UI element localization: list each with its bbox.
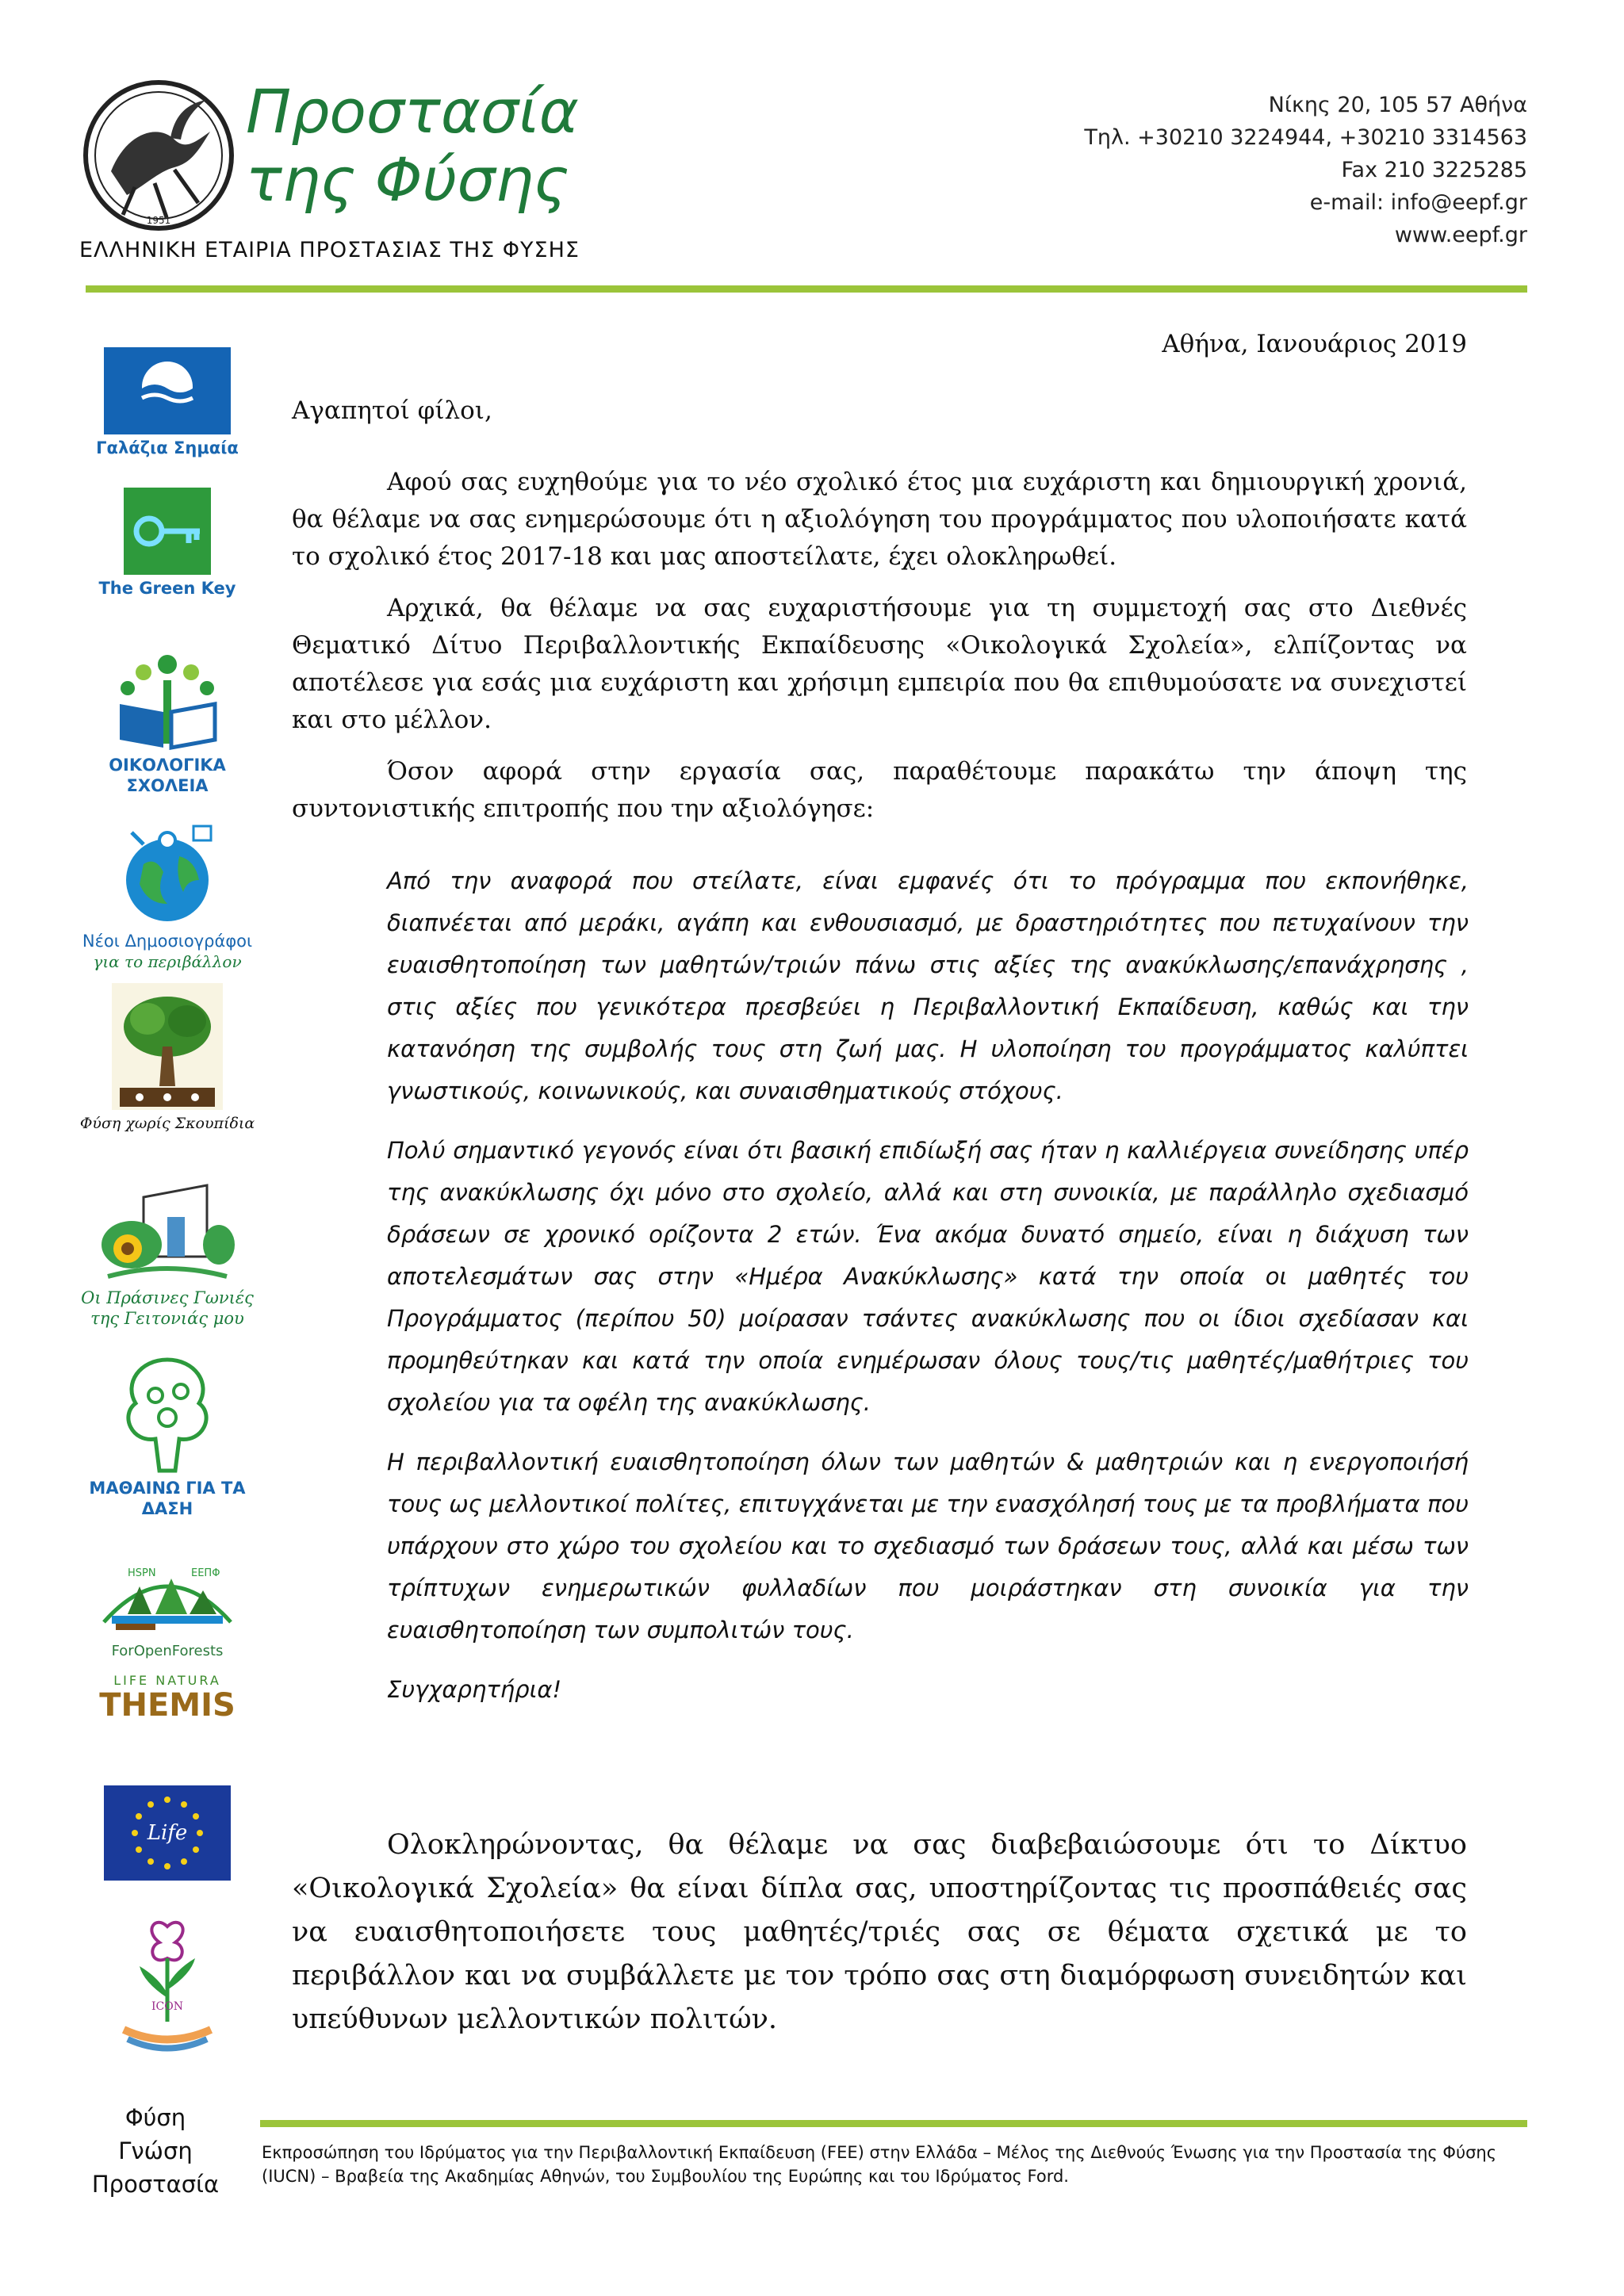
eepf-text: ΕΕΠΦ [191, 1567, 220, 1579]
org-name [246, 78, 579, 214]
org-name-line1: Προστασία [246, 76, 579, 147]
hspn-text: HSPN [128, 1567, 156, 1579]
young-reporters-logo [76, 817, 259, 972]
contact-address: Νίκης 20, 105 57 Αθήνα [1268, 93, 1527, 117]
org-full-name: ΕΛΛΗΝΙΚΗ ΕΤΑΙΡΙΑ ΠΡΟΣΤΑΣΙΑΣ ΤΗΣ ΦΥΣΗΣ [79, 238, 580, 262]
header-rule [86, 285, 1527, 293]
green-key-logo [76, 488, 259, 599]
contact-email[interactable]: e-mail: info@eepf.gr [1309, 190, 1527, 215]
tree-litter-icon [112, 983, 223, 1110]
contact-phone: Τηλ. +30210 3224944, +30210 3314563 [1084, 125, 1527, 150]
learn-forests-logo [76, 1348, 259, 1519]
letter-date: Αθήνα, Ιανουάριος 2019 [1162, 330, 1467, 358]
org-name-line2: της Φύσης [246, 144, 569, 215]
footer-motto [76, 2101, 235, 2201]
life-natura-text: LIFE NATURA [113, 1673, 221, 1688]
paragraph-thanks: Αρχικά, θα θέλαμε να σας ευχαριστήσουμε για τη συμμετοχή σας στο Διεθνές Θεματικό Δίτυο Περιβαλλοντικής Εκπαίδευσης «Οικολογικά Σχολεία», ελπίζοντας να αποτέλεσε για εσάς μια ευχάριστη και χρήσιμη εμπειρία που θα επιθυμούσατε να συνεχιστεί και στο μέλλον. [292, 594, 1467, 734]
themis-text: THEMIS [99, 1687, 236, 1724]
green-corners-label-2: της Γειτονιάς μου [90, 1309, 244, 1328]
learn-forests-label: ΜΑΘΑΙΝΩ ΓΙΑ ΤΑ ΔΑΣΗ [89, 1479, 246, 1518]
motto-nature: Φύση [124, 2104, 186, 2131]
evaluation-congrats: Συγχαρητήρια! [387, 1676, 562, 1703]
letter-closing [292, 1823, 1467, 2042]
themis-logo [76, 1673, 259, 1723]
contact-info [1084, 89, 1527, 251]
contact-fax: Fax 210 3225285 [1341, 158, 1527, 182]
motto-knowledge: Γνώση [118, 2137, 193, 2164]
house-flower-icon [100, 1165, 235, 1284]
org-logo [79, 76, 238, 238]
paragraph-intro: Αφού σας ευχηθούμε για το νέο σχολικό έτος μια ευχάριστη και δημιουργική χρονιά, θα θέλαμε να σας ενημερώσουμε ότι η αξιολόγηση του προγράμματος που υλοποιήσατε κατά το σχολικό έτος 2017-18 και μας αποστείλατε, έχει ολοκληρωθεί. [292, 468, 1467, 571]
contact-website[interactable]: www.eepf.gr [1394, 223, 1527, 247]
life-eu-logo [76, 1785, 259, 1884]
eco-schools-logo [76, 641, 259, 796]
footer-rule [260, 2120, 1527, 2127]
litter-less-label: Φύση χωρίς Σκουπίδια [79, 1115, 255, 1132]
evaluation-paragraph-3: Η περιβαλλοντική ευαισθητοποίηση όλων των μαθητών & μαθητριών και η ενεργοποιήσή τους ως μελλοντικοί πολίτες, επιτυγχάνεται με την ενασχόλησή τους με τα προβλήματα που υπάρχουν στο χώρο του σχολείου και το σχεδιασμό των δράσεων τους, αλλά και μέσω των τρίπτυχων ενημερωτικών φυλλαδίων που μοιράστηκαν στη συνοικία για την ευαισθητοποίηση των συμπολιτών τους. [387, 1448, 1469, 1644]
blue-flag-icon [104, 347, 231, 434]
for-open-forests-logo [76, 1559, 259, 1662]
green-corners-label-1: Οι Πράσινες Γωνιές [81, 1288, 254, 1307]
icon-logo [76, 1911, 259, 2057]
letter-greeting: Αγαπητοί φίλοι, [292, 396, 492, 425]
eco-schools-label: ΟΙΚΟΛΟΓΙΚΑ ΣΧΟΛΕΙΑ [109, 756, 226, 795]
footer-text: Εκπροσώπηση του Ιδρύματος για την Περιβαλλοντική Εκπαίδευση (FEE) στην Ελλάδα – Μέλος της Διεθνούς Ένωσης για την Προστασία της Φύσης (IUCN) – Βραβεία της Ακαδημίας Αθηνών, του Συμβουλίου της Ευρώπης και του Ιδρύματος Ford. [262, 2143, 1497, 2186]
evaluation-quote [387, 860, 1469, 1728]
young-reporters-label-2: για το περιβάλλον [93, 952, 242, 971]
life-text: Life [147, 1821, 188, 1845]
blue-flag-label: Γαλάζια Σημαία [96, 438, 239, 457]
globe-reporter-icon [108, 817, 227, 928]
litter-less-logo [76, 983, 259, 1134]
evaluation-paragraph-1: Από την αναφορά που στείλατε, είναι εμφανές ότι το πρόγραμμα που εκπονήθηκε, διαπνέεται από μεράκι, αγάπη και ενθουσιασμό, με δραστηριότητες που πετυχαίνουν την ευαισθητοποίηση των μαθητών/τριών πάνω στις αξίες της ανακύκλωσης/επανάχρησης , στις αξίες που γενικότερα πρεσβεύει η Περιβαλλοντική Εκπαίδευση, καθώς και την κατανόηση της συμβολής τους στη ζωή μας. Η υλοποίηση του προγράμματος καλύπτει γνωστικούς, κοινωνικούς, και συναισθηματικούς στόχους. [387, 867, 1469, 1104]
motto-protection: Προστασία [91, 2171, 220, 2198]
forest-tree-icon [108, 1348, 227, 1475]
green-key-label: The Green Key [98, 579, 236, 598]
letter-body [292, 464, 1467, 842]
for-open-forests-label: ForOpenForests [111, 1643, 224, 1659]
young-reporters-label-1: Νέοι Δημοσιογράφοι [82, 932, 253, 951]
key-icon [124, 488, 211, 575]
closing-paragraph: Ολοκληρώνοντας, θα θέλαμε να σας διαβεβαιώσουμε ότι το Δίκτυο «Οικολογικά Σχολεία» θα είναι δίπλα σας, υποστηρίζοντας τις προσπάθειές σας να ευαισθητοποιήσετε τους μαθητές/τριές σας σε θέματα σχετικά με το περιβάλλον και να συμβάλλετε με τον τρόπο σας στη διαμόρφωση συνειδητών και υπεύθυνων μελλοντικών πολιτών. [292, 1829, 1467, 2035]
open-forests-icon [96, 1559, 239, 1638]
orchid-hands-icon [112, 1911, 223, 2053]
eco-schools-icon [108, 641, 227, 752]
eu-flag-icon [104, 1785, 231, 1881]
paragraph-evaluation-intro: Όσον αφορά στην εργασία σας, παραθέτουμε παρακάτω την άποψη της συντονιστικής επιτροπής που την αξιολόγησε: [292, 757, 1467, 823]
svg-text:1951: 1951 [146, 215, 171, 226]
evaluation-paragraph-2: Πολύ σημαντικό γεγονός είναι ότι βασική επιδίωξή σας ήταν η καλλιέργεια συνείδησης υπέρ της ανακύκλωσης όχι μόνο στο σχολείο, αλλά και στη συνοικία, με παράλληλο σχεδιασμό δράσεων σε χρονικό ορίζοντα 2 ετών. Ένα ακόμα δυνατό σημείο, είναι η διάχυση των αποτελεσμάτων σας στην «Ημέρα Ανακύκλωσης» κατά την οποία οι μαθητές του Προγράμματος (περίπου 50) μοίρασαν τσάντες ανακύκλωσης που οι ίδιοι σχεδίασαν και προμηθεύτηκαν και κατά την οποία ενημέρωσαν όλους τους/τις μαθητές/μαθήτριες του σχολείου για τα οφέλη της ανακύκλωσης. [387, 1137, 1469, 1416]
green-corners-logo [76, 1165, 259, 1329]
blue-flag-logo [76, 347, 259, 458]
icon-text: ICON [151, 2000, 183, 2013]
